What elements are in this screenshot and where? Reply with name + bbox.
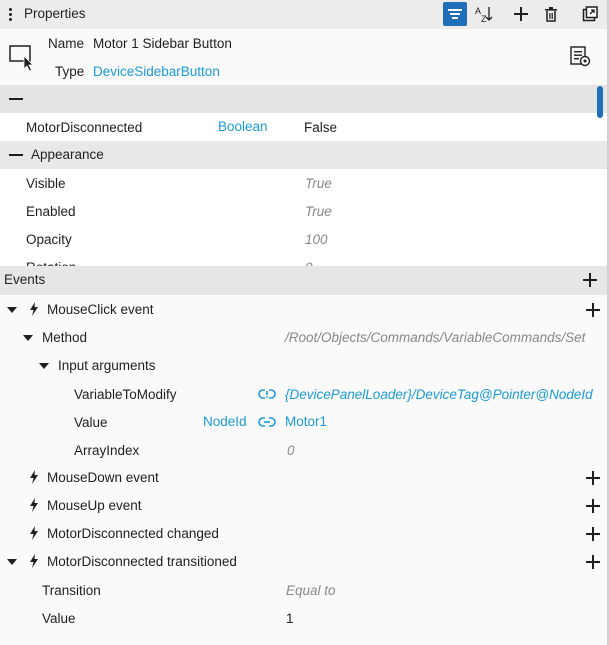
property-label: Opacity	[26, 232, 72, 247]
sort-az-icon[interactable]	[472, 2, 496, 26]
argument-value-link[interactable]: Motor1	[285, 414, 328, 429]
type-value-link[interactable]: DeviceSidebarButton	[93, 64, 220, 79]
argument-label: ArrayIndex	[74, 443, 140, 458]
expand-arrow-icon[interactable]	[39, 363, 49, 369]
section-label: Appearance	[31, 147, 104, 162]
add-icon[interactable]	[509, 2, 533, 26]
property-row-motor-disconnected[interactable]	[0, 113, 609, 141]
property-row-rotation[interactable]	[0, 253, 609, 266]
event-label: MouseClick event	[47, 302, 154, 317]
input-arguments-label: Input arguments	[58, 358, 156, 373]
event-label: MouseUp event	[47, 498, 142, 513]
lightning-icon	[29, 554, 39, 568]
appearance-section-header[interactable]	[0, 141, 609, 169]
drag-handle-icon[interactable]	[8, 8, 12, 22]
events-header	[0, 266, 609, 295]
argument-row-value[interactable]	[0, 408, 609, 436]
properties-header	[0, 0, 609, 29]
transition-value[interactable]: Equal to	[286, 583, 336, 598]
add-handler-icon[interactable]	[586, 499, 600, 513]
property-value[interactable]: 100	[305, 232, 328, 247]
event-label: MouseDown event	[47, 470, 159, 485]
add-handler-icon[interactable]	[586, 471, 600, 485]
argument-value[interactable]: 0	[287, 443, 295, 458]
property-value[interactable]: False	[304, 120, 338, 135]
name-label: Name	[48, 36, 85, 51]
svg-text:A: A	[475, 6, 482, 16]
property-row-opacity[interactable]	[0, 225, 609, 253]
events-title: Events	[4, 272, 46, 287]
properties-scrollbar-thumb[interactable]	[597, 86, 603, 118]
object-header	[0, 29, 609, 85]
popout-icon[interactable]	[578, 2, 602, 26]
broken-link-icon[interactable]	[259, 388, 275, 400]
argument-row-array-index[interactable]	[0, 436, 609, 464]
event-label: MotorDisconnected transitioned	[47, 554, 237, 569]
value-value[interactable]: 1	[286, 611, 294, 626]
add-handler-icon[interactable]	[586, 303, 600, 317]
transition-label: Transition	[42, 583, 101, 598]
method-value[interactable]: /Root/Objects/Commands/VariableCommands/Set	[285, 330, 586, 345]
property-row-enabled[interactable]	[0, 197, 609, 225]
link-icon[interactable]	[259, 416, 275, 428]
lightning-icon	[29, 470, 39, 484]
type-label: Type	[55, 64, 85, 79]
lightning-icon	[29, 526, 39, 540]
argument-label: Value	[74, 415, 108, 430]
add-handler-icon[interactable]	[586, 527, 600, 541]
property-label: Enabled	[26, 204, 76, 219]
transition-row[interactable]	[0, 576, 609, 604]
svg-text:Z: Z	[481, 14, 487, 24]
add-handler-icon[interactable]	[586, 555, 600, 569]
trash-icon[interactable]	[539, 2, 563, 26]
property-label: Visible	[26, 176, 66, 191]
event-label: MotorDisconnected changed	[47, 526, 219, 541]
sidebar-button-type-icon	[9, 43, 37, 71]
filter-icon[interactable]	[443, 2, 467, 26]
name-value[interactable]: Motor 1 Sidebar Button	[93, 36, 232, 51]
collapse-icon[interactable]	[9, 154, 23, 156]
lightning-icon	[29, 302, 39, 316]
collapse-icon[interactable]	[9, 98, 23, 100]
property-row-visible[interactable]	[0, 169, 609, 197]
event-row-motor-disconnected-transitioned[interactable]	[0, 548, 609, 576]
expand-arrow-icon[interactable]	[7, 307, 17, 313]
event-method-row[interactable]	[0, 324, 609, 352]
lightning-icon	[29, 498, 39, 512]
object-settings-icon[interactable]	[569, 45, 591, 67]
event-row-mouse-down[interactable]	[0, 464, 609, 492]
expand-arrow-icon[interactable]	[7, 559, 17, 565]
property-label: MotorDisconnected	[26, 120, 143, 135]
property-value[interactable]: True	[305, 204, 332, 219]
panel-title: Properties	[24, 6, 86, 21]
argument-label: VariableToModify	[74, 387, 177, 402]
argument-row-variable-to-modify[interactable]	[0, 380, 609, 408]
custom-properties-section-header[interactable]	[0, 85, 609, 113]
event-row-mouse-click[interactable]	[0, 296, 609, 324]
value-label: Value	[42, 611, 76, 626]
event-row-mouse-up[interactable]	[0, 492, 609, 520]
input-arguments-row[interactable]	[0, 352, 609, 380]
property-type-link[interactable]: Boolean	[218, 119, 268, 134]
argument-type-link[interactable]: NodeId	[203, 414, 247, 429]
event-row-motor-disconnected-changed[interactable]	[0, 520, 609, 548]
argument-value-link[interactable]: {DevicePanelLoader}/DeviceTag@Pointer@NodeId	[285, 387, 593, 402]
add-event-icon[interactable]	[583, 273, 597, 287]
property-value[interactable]: True	[305, 176, 332, 191]
transition-value-row[interactable]	[0, 604, 609, 632]
method-label: Method	[42, 330, 88, 345]
expand-arrow-icon[interactable]	[23, 335, 33, 341]
